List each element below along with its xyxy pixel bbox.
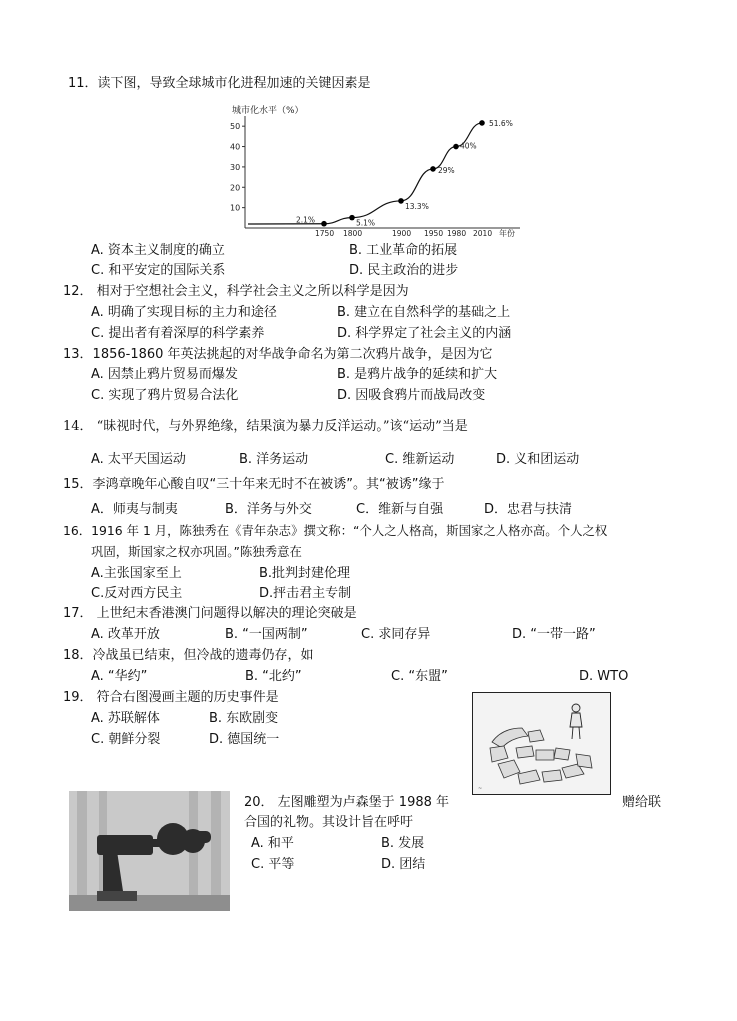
data-label: 51.6% [489, 118, 513, 128]
q11-option-c: C. 和平安定的国际关系 [91, 263, 226, 278]
q12-option-c: C. 提出者有着深厚的科学素养 [91, 326, 265, 341]
q14-option-d: D. 义和团运动 [496, 452, 580, 467]
q17-stem: 17． 上世纪末香港澳门问题得以解决的理论突破是 [63, 606, 357, 621]
q18-option-a: A. “华约” [91, 669, 148, 684]
y-tick-label: 10 [230, 203, 241, 213]
q14-option-a: A. 太平天国运动 [91, 452, 186, 467]
q18-stem: 18．冷战虽已结束，但冷战的遗毒仍存，如 [63, 648, 314, 663]
q16-stem-line2: 巩固，斯国家之权亦巩固。”陈独秀意在 [91, 544, 302, 559]
q15-option-c: C．维新与自强 [356, 502, 444, 517]
q16-option-d: D.抨击君主专制 [259, 586, 352, 601]
q12-option-b: B. 建立在自然科学的基础之上 [337, 305, 511, 320]
data-point [479, 120, 485, 126]
q12-option-a: A. 明确了实现目标的主力和途径 [91, 305, 277, 320]
q13-option-b: B. 是鸦片战争的延续和扩大 [337, 367, 498, 382]
q18-option-c: C. “东盟” [391, 669, 448, 684]
q20-option-c: C. 平等 [251, 857, 295, 872]
y-tick-label: 50 [230, 122, 241, 132]
svg-text:~: ~ [478, 786, 483, 792]
q17-option-c: C. 求同存异 [361, 627, 431, 642]
q13-option-c: C. 实现了鸦片贸易合法化 [91, 388, 239, 403]
data-points [321, 120, 485, 226]
chart-xlabel: 年份 [499, 229, 515, 238]
point-labels [296, 119, 513, 228]
q15-stem: 15．李鸿章晚年心酸自叹“三十年来无时不在被诱”。其“被诱”缘于 [63, 477, 445, 492]
y-tick-label: 40 [230, 142, 241, 152]
q11-option-a: A. 资本主义制度的确立 [91, 243, 225, 258]
q16-option-b: B.批判封建伦理 [259, 566, 351, 581]
x-tick-label: 2010 [473, 229, 493, 238]
data-point [398, 198, 404, 204]
q19-option-a: A. 苏联解体 [91, 711, 160, 726]
q15-option-b: B．洋务与外交 [225, 502, 312, 517]
cartoon-image [472, 692, 611, 795]
q15-option-a: A．师夷与制夷 [91, 502, 178, 517]
q16-option-a: A.主张国家至上 [91, 566, 182, 581]
urbanization-chart [228, 100, 528, 240]
x-tick-label: 1980 [447, 229, 467, 238]
data-point [453, 144, 459, 150]
q20-stem-line2: 合国的礼物。其设计旨在呼吁 [244, 815, 414, 830]
x-tick-label: 1800 [343, 229, 363, 238]
q18-option-b: B. “北约” [245, 669, 302, 684]
q12-option-d: D. 科学界定了社会主义的内涵 [337, 326, 512, 341]
q11-option-b: B. 工业革命的拓展 [349, 243, 458, 258]
q14-option-b: B. 洋务运动 [239, 452, 309, 467]
q11-option-d: D. 民主政治的进步 [349, 263, 459, 278]
q20-option-a: A. 和平 [251, 836, 294, 851]
data-label: 40% [460, 141, 477, 151]
q18-option-d: D. WTO [579, 669, 629, 684]
q14-stem: 14． “昧视时代，与外界绝缘，结果演为暴力反洋运动。”该“运动”当是 [63, 419, 468, 434]
x-tick-label: 1750 [315, 229, 335, 238]
q13-stem: 13．1856-1860 年英法挑起的对华战争命名为第二次鸦片战争，是因为它 [63, 347, 493, 362]
data-label: 13.3% [405, 201, 429, 211]
q19-option-b: B. 东欧剧变 [209, 711, 279, 726]
q20-option-d: D. 团结 [381, 857, 426, 872]
q16-option-c: C.反对西方民主 [91, 586, 183, 601]
chart-ylabel: 城市化水平（%） [232, 106, 304, 116]
data-point [349, 215, 355, 221]
q19-stem: 19． 符合右图漫画主题的历史事件是 [63, 690, 279, 705]
y-tick-label: 20 [230, 183, 241, 193]
q13-option-a: A. 因禁止鸦片贸易而爆发 [91, 367, 238, 382]
data-point [430, 166, 436, 172]
q11-stem: 11．读下图，导致全球城市化进程加速的关键因素是 [68, 76, 371, 91]
q20-stem-line1a: 20． 左图雕塑为卢森堡于 1988 年 [244, 795, 450, 810]
q15-option-d: D．忠君与扶清 [484, 502, 573, 517]
data-label: 5.1% [356, 218, 376, 228]
x-ticks [315, 229, 492, 238]
q19-option-c: C. 朝鲜分裂 [91, 732, 161, 747]
q16-stem-line1: 16．1916 年 1 月，陈独秀在《青年杂志》撰文称：“个人之人格高，斯国家之人格亦高。个人之权 [63, 523, 608, 538]
q20-option-b: B. 发展 [381, 836, 425, 851]
q19-option-d: D. 德国统一 [209, 732, 280, 747]
q17-option-b: B. “一国两制” [225, 627, 308, 642]
q13-option-d: D. 因吸食鸦片而战局改变 [337, 388, 486, 403]
q17-option-a: A. 改革开放 [91, 627, 160, 642]
x-tick-label: 1950 [424, 229, 444, 238]
q12-stem: 12． 相对于空想社会主义，科学社会主义之所以科学是因为 [63, 284, 409, 299]
data-point [321, 221, 327, 227]
q20-stem-line1b: 赠给联 [622, 795, 662, 810]
knotted-gun-sculpture-photo [69, 791, 230, 911]
data-label: 2.1% [296, 215, 316, 225]
y-ticks [230, 122, 245, 212]
q14-option-c: C. 维新运动 [385, 452, 455, 467]
y-tick-label: 30 [230, 162, 241, 172]
data-label: 29% [438, 165, 455, 175]
x-tick-label: 1900 [392, 229, 412, 238]
q17-option-d: D. “一带一路” [512, 627, 596, 642]
